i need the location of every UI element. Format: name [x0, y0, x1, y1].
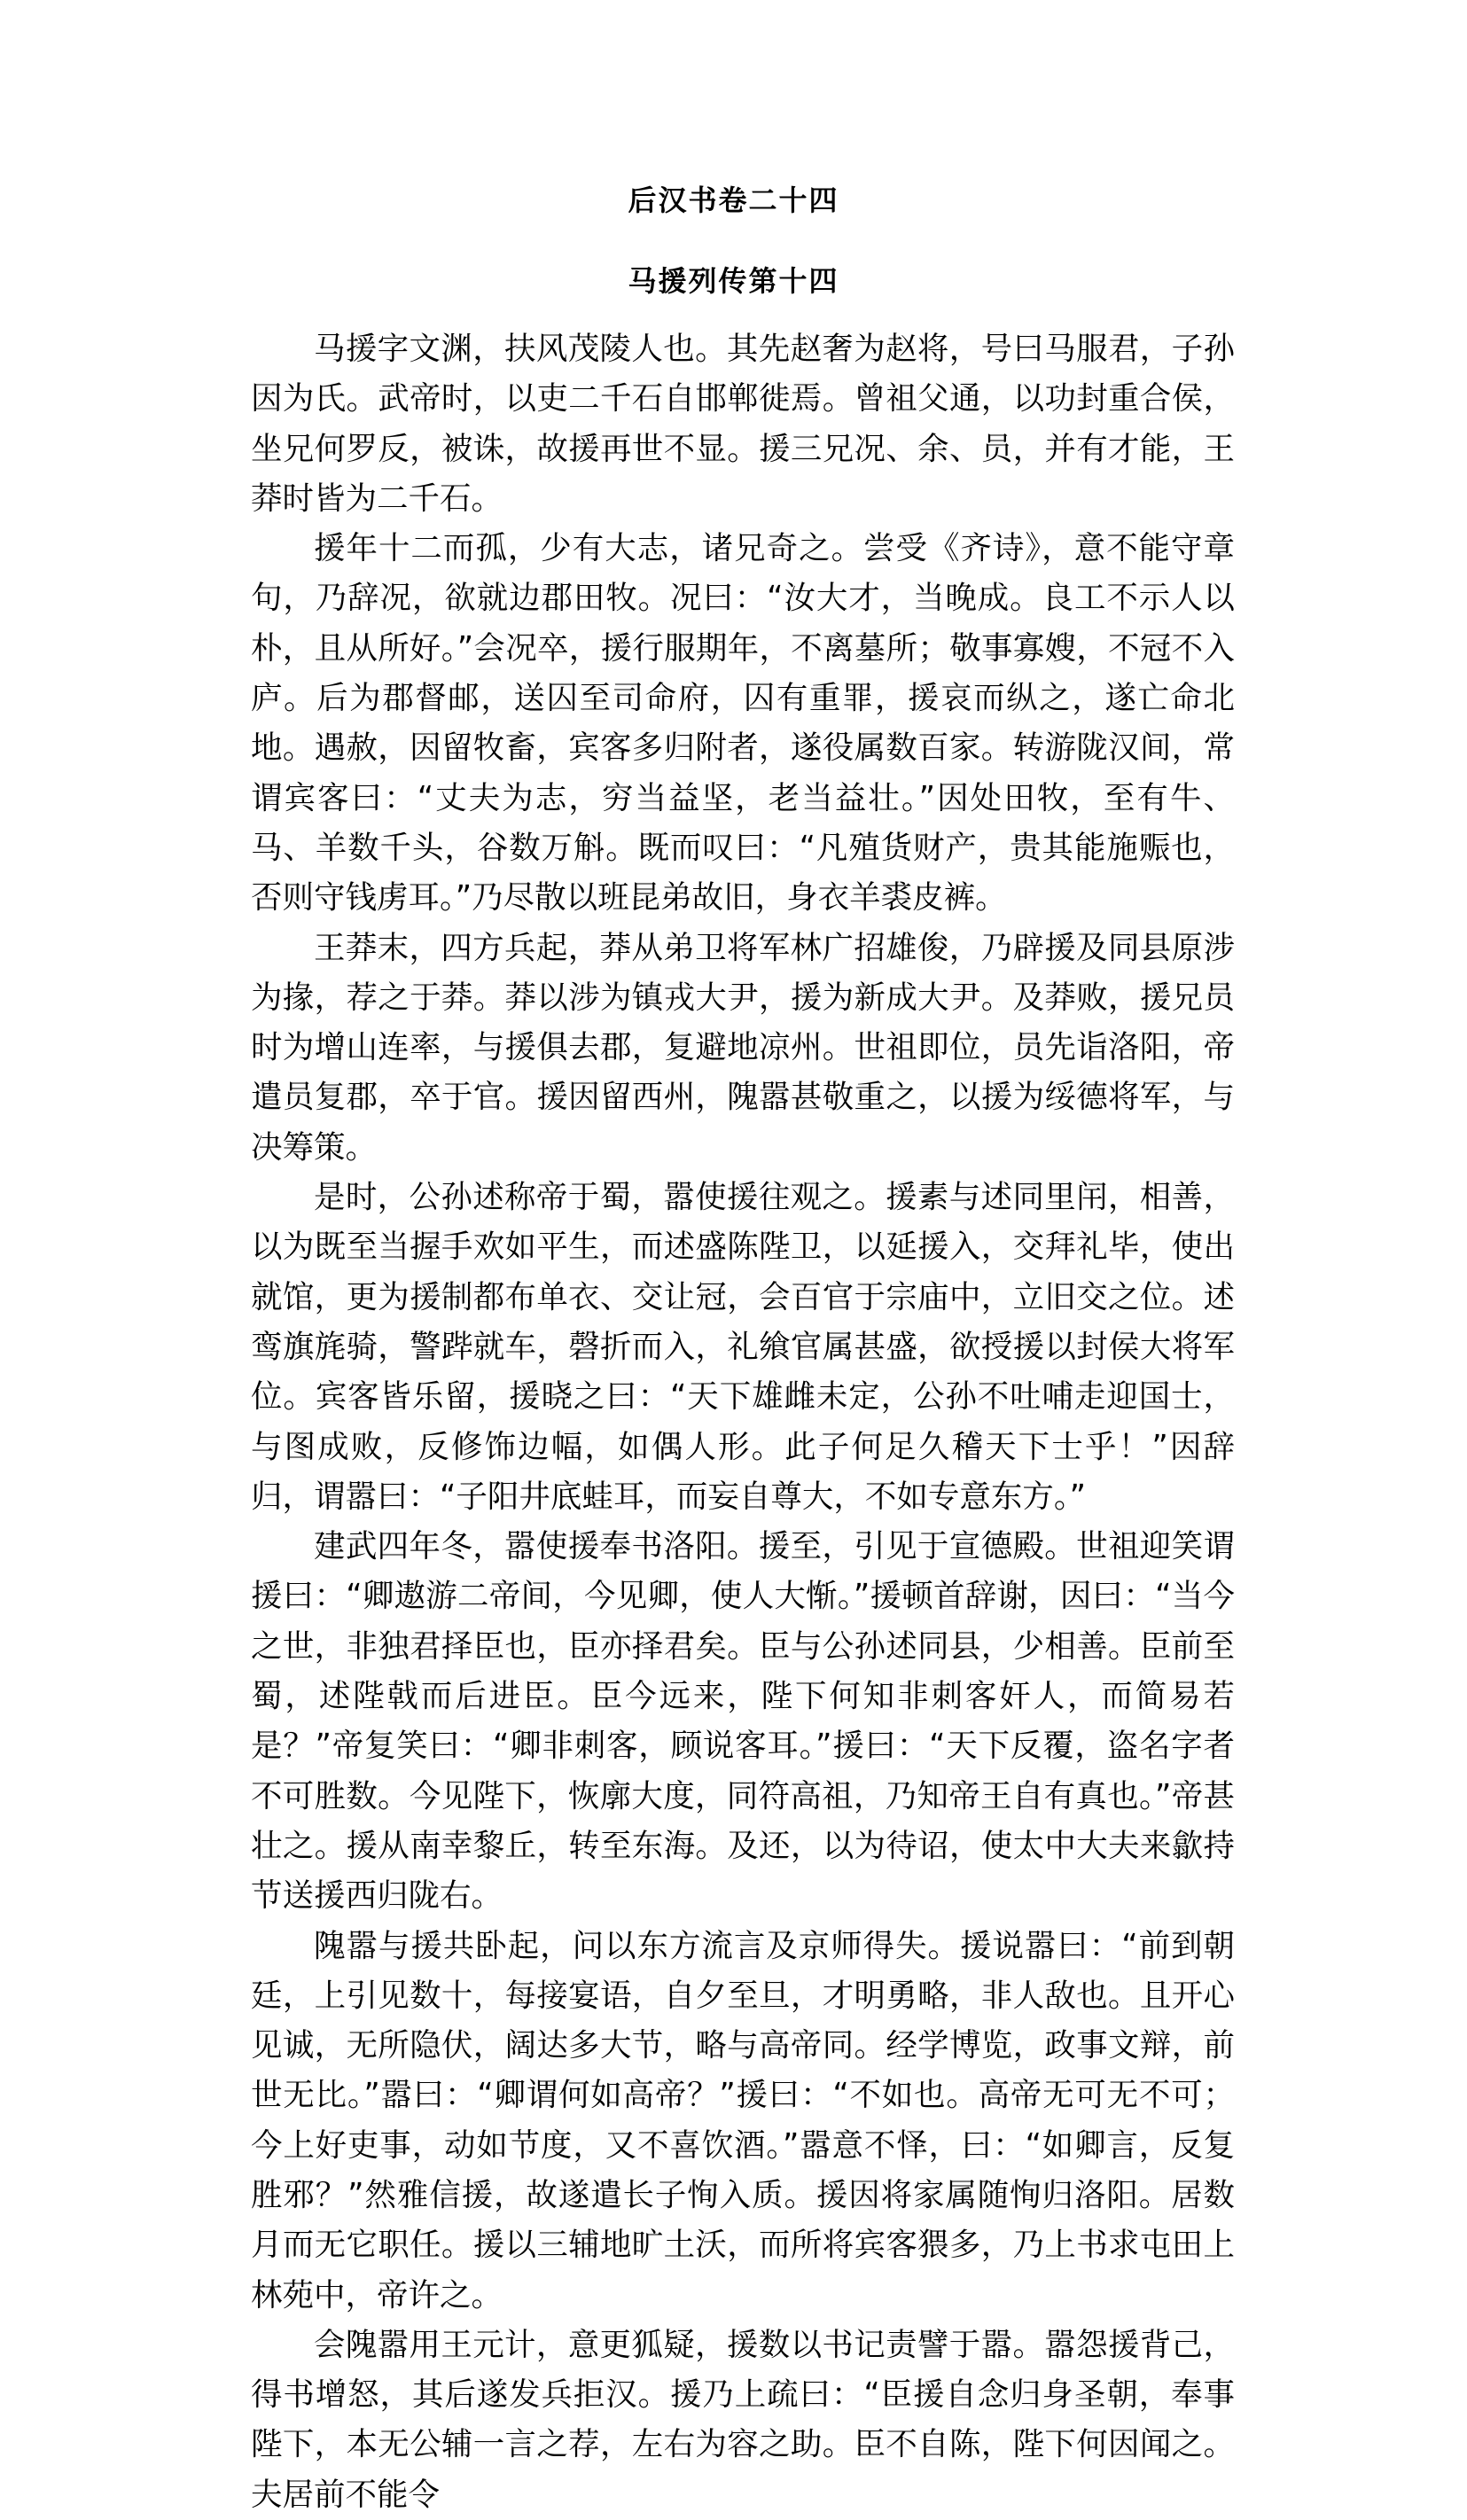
paragraph-7: 会隗嚣用王元计，意更狐疑，援数以书记责譬于嚣。嚣怨援背己，得书增怒，其后遂发兵拒汉。援乃上疏曰：“臣援自念归身圣朝，奉事陛下，本无公辅一言之荐，左右为容之助。臣不自陈，陛下何因闻之。夫居前不能令 [251, 2326, 1235, 2513]
paragraph-5: 建武四年冬，嚣使援奉书洛阳。援至，引见于宣德殿。世祖迎笑谓援曰：“卿遨游二帝间，今见卿，使人大惭。”援顿首辞谢，因曰：“当今之世，非独君择臣也，臣亦择君矣。臣与公孙述同县，少相善。臣前至蜀，述陛戟而后进臣。臣今远来，陛下何知非刺客奸人，而简易若是？”帝复笑曰：“卿非刺客，顾说客耳。”援曰：“天下反覆，盗名字者不可胜数。今见陛下，恢廓大度，同符高祖，乃知帝王自有真也。”帝甚壮之。援从南幸黎丘，转至东海。及还，以为待诏，使太中大夫来歙持节送援西归陇右。 [251, 1528, 1235, 1915]
paragraph-3: 王莽末，四方兵起，莽从弟卫将军林广招雄俊，乃辟援及同县原涉为掾，荐之于莽。莽以涉为镇戎大尹，援为新成大尹。及莽败，援兄员时为增山连率，与援俱去郡，复避地凉州。世祖即位，员先诣洛阳，帝遣员复郡，卒于官。援因留西州，隗嚣甚敬重之，以援为绥德将军，与决筹策。 [251, 929, 1235, 1166]
chapter-title: 马援列传第十四 [628, 264, 839, 298]
paragraph-1: 马援字文渊，扶风茂陵人也。其先赵奢为赵将，号曰马服君，子孙因为氏。武帝时，以吏二千石自邯郸徙焉。曾祖父通，以功封重合侯，坐兄何罗反，被诛，故援再世不显。援三兄况、余、员，并有才能，王莽时皆为二千石。 [251, 331, 1235, 517]
paragraph-6: 隗嚣与援共卧起，问以东方流言及京师得失。援说嚣曰：“前到朝廷，上引见数十，每接宴语，自夕至旦，才明勇略，非人敌也。且开心见诚，无所隐伏，阔达多大节，略与高帝同。经学博览，政事文辩，前世无比。”嚣曰：“卿谓何如高帝？”援曰：“不如也。高帝无可无不可；今上好吏事，动如节度，又不喜饮酒。”嚣意不怿，曰：“如卿言，反复胜邪？”然雅信援，故遂遣长子恂入质。援因将家属随恂归洛阳。居数月而无它职任。援以三辅地旷土沃，而所将宾客猥多，乃上书求屯田上林苑中，帝许之。 [251, 1927, 1235, 2313]
paragraph-4: 是时，公孙述称帝于蜀，嚣使援往观之。援素与述同里闬，相善，以为既至当握手欢如平生，而述盛陈陛卫，以延援入，交拜礼毕，使出就馆，更为援制都布单衣、交让冠，会百官于宗庙中，立旧交之位。述鸾旗旄骑，警跸就车，磬折而入，礼飨官属甚盛，欲授援以封侯大将军位。宾客皆乐留，援晓之曰：“天下雄雌未定，公孙不吐哺走迎国士，与图成败，反修饰边幅，如偶人形。此子何足久稽天下士乎！”因辞归，谓嚣曰：“子阳井底蛙耳，而妄自尊大，不如专意东方。” [251, 1179, 1235, 1515]
body-text [251, 324, 1235, 2520]
volume-title: 后汉书卷二十四 [628, 183, 839, 217]
paragraph-2: 援年十二而孤，少有大志，诸兄奇之。尝受《齐诗》，意不能守章句，乃辞况，欲就边郡田牧。况曰：“汝大才，当晚成。良工不示人以朴，且从所好。”会况卒，援行服期年，不离墓所；敬事寡嫂，不冠不入庐。后为郡督邮，送囚至司命府，囚有重罪，援哀而纵之，遂亡命北地。遇赦，因留牧畜，宾客多归附者，遂役属数百家。转游陇汉间，常谓宾客曰：“丈夫为志，穷当益坚，老当益壮。”因处田牧，至有牛、马、羊数千头，谷数万斛。既而叹曰：“凡殖货财产，贵其能施赈也，否则守钱虏耳。”乃尽散以班昆弟故旧，身衣羊裘皮裤。 [251, 530, 1235, 917]
